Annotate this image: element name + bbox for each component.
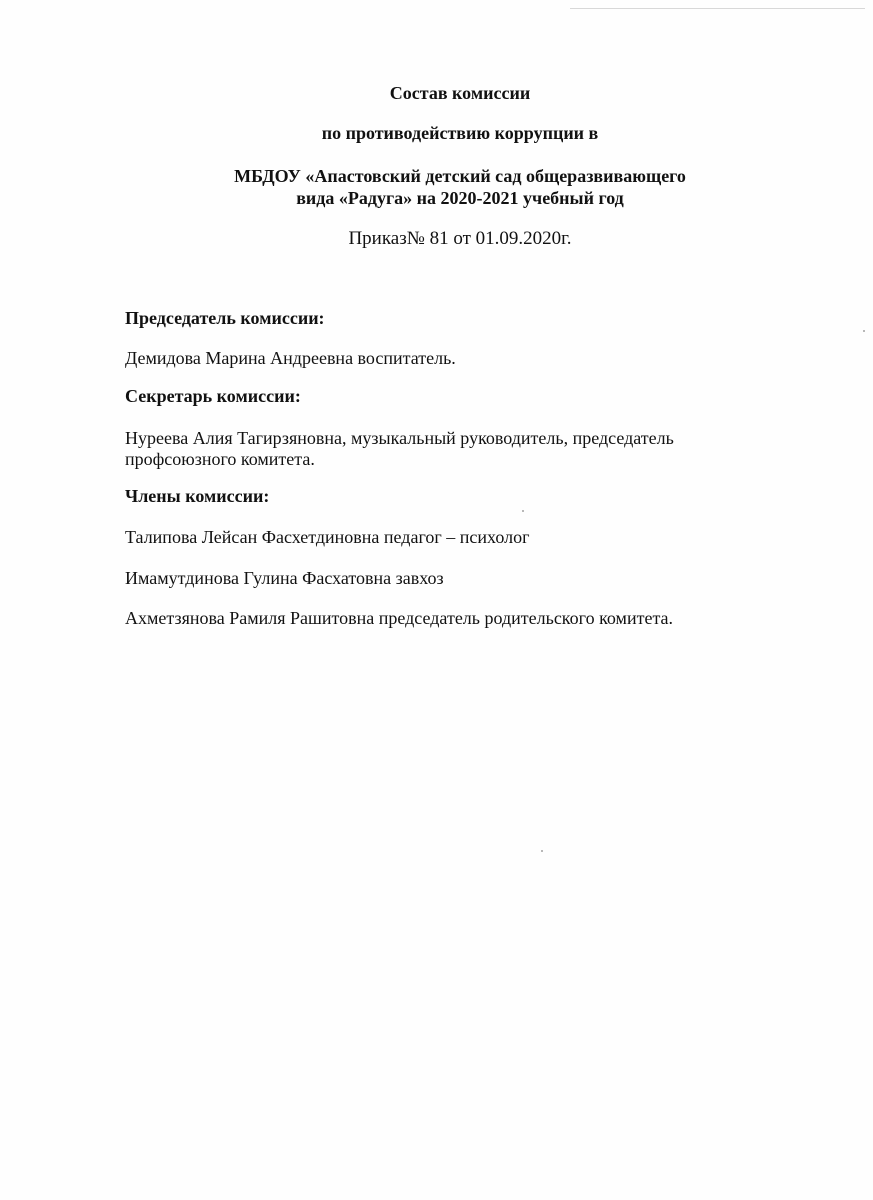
- scan-edge-line: [570, 8, 865, 9]
- organization-name-line2: вида «Радуга» на 2020-2021 учебный год: [296, 188, 624, 208]
- secretary-text-line2: профсоюзного комитета.: [125, 449, 315, 469]
- scan-speck: [863, 330, 865, 332]
- member-item: Талипова Лейсан Фасхетдиновна педагог – психолог: [125, 527, 530, 547]
- chairman-text: Демидова Марина Андреевна воспитатель.: [125, 348, 456, 368]
- secretary-heading: Секретарь комиссии:: [125, 386, 301, 406]
- order-reference: Приказ№ 81 от 01.09.2020г.: [348, 228, 572, 249]
- members-heading: Члены комиссии:: [125, 486, 270, 506]
- scan-speck: [541, 850, 543, 852]
- scan-speck: [522, 510, 524, 512]
- document-subtitle: по противодействию коррупции в: [321, 123, 599, 143]
- chairman-heading: Председатель комиссии:: [125, 308, 325, 328]
- document-title: Состав комиссии: [389, 83, 531, 103]
- member-item: Ахметзянова Рамиля Рашитовна председатель родительского комитета.: [125, 608, 674, 628]
- member-item: Имамутдинова Гулина Фасхатовна завхоз: [125, 568, 444, 588]
- organization-name-line1: МБДОУ «Апастовский детский сад общеразвивающего: [234, 166, 686, 186]
- secretary-text-line1: Нуреева Алия Тагирзяновна, музыкальный руководитель, председатель: [125, 428, 674, 448]
